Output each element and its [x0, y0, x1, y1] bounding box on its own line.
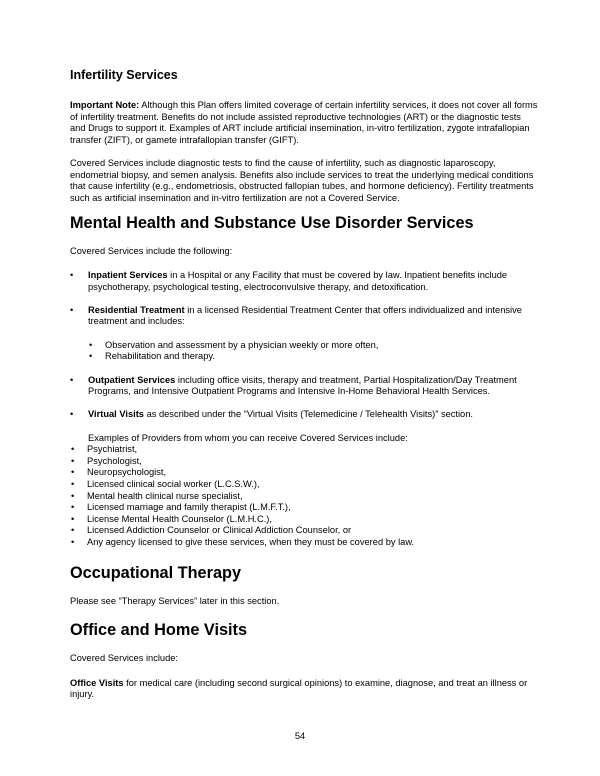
infertility-covered: Covered Services include diagnostic tests to find the cause of infertility, such as diagnostic laparoscopy, endometrial biopsy, and semen analysis. Benefits also include services to treat the underlying medical conditions that cause infertility (e.g., endometriosis, obstructed fallopian tubes, and hormone deficiency). Fertility treatments such as artificial insemination and in-vitro fertilization are not a Covered Service. [70, 157, 534, 203]
list-item: • Observation and assessment by a physician weekly or more often, [88, 340, 538, 352]
residential-label: Residential Treatment [88, 304, 185, 315]
list-item: • Licensed marriage and family therapist (L.M.F.T.), [70, 502, 538, 514]
providers-intro: Examples of Providers from whom you can receive Covered Services include: [88, 432, 408, 443]
list-item-inpatient [70, 270, 538, 293]
mental-health-heading: Mental Health and Substance Use Disorder Services [70, 214, 474, 233]
providers-list [70, 444, 538, 548]
occupational-therapy-text: Please see “Therapy Services” later in this section. [70, 595, 280, 606]
office-home-visits-heading: Office and Home Visits [70, 621, 248, 640]
list-item: • Rehabilitation and therapy. [88, 351, 538, 363]
list-item: • Mental health clinical nurse specialist, [70, 491, 538, 503]
infertility-heading: Infertility Services [70, 68, 178, 82]
outpatient-text: including office visits, therapy and treatment, Partial Hospitalization/Day Treatment Programs, and Intensive Outpatient Programs and Intensive In-Home Behavioral Health Services. [88, 374, 517, 397]
note-label: Important Note: [70, 100, 140, 110]
list-item-residential [70, 305, 538, 363]
outpatient-label: Outpatient Services [88, 374, 176, 385]
occupational-therapy-heading: Occupational Therapy [70, 563, 241, 582]
office-visits-text: for medical care (including second surgical opinions) to examine, diagnose, and treat an illness or injury. [70, 677, 528, 700]
providers-block [88, 433, 538, 549]
list-item: • Any agency licensed to give these services, when they must be covered by law. [70, 537, 538, 549]
virtual-label: Virtual Visits [88, 409, 144, 420]
office-home-intro: Covered Services include: [70, 653, 178, 664]
mental-health-list [70, 270, 538, 549]
list-item: • Psychologist, [70, 456, 538, 468]
residential-text: in a licensed Residential Treatment Center that offers individualized and intensive treatment and includes: [88, 304, 522, 327]
note-text: Although this Plan offers limited coverage of certain infertility services, it does not cover all forms of infertility treatment. Benefits do not include assisted reproductive technologies (ART) or the diagnostic tests and Drugs to support it. Examples of ART include artificial insemination, in-vitro fertilization, zygote intrafallopian transfer (ZIFT), or gamete intrafallopian transfer (GIFT). [70, 100, 538, 145]
document-page [70, 68, 538, 713]
inpatient-label: Inpatient Services [88, 269, 168, 280]
list-item: • Licensed Addiction Counselor or Clinical Addiction Counselor, or [70, 525, 538, 537]
mental-health-intro: Covered Services include the following: [70, 246, 233, 257]
virtual-text: as described under the “Virtual Visits (Telemedicine / Telehealth Visits)” section. [143, 409, 473, 420]
list-item: • Licensed clinical social worker (L.C.S.W.), [70, 479, 538, 491]
list-item: • Neuropsychologist, [70, 467, 538, 479]
list-item-virtual [70, 409, 538, 548]
list-item: • Psychiatrist, [70, 444, 538, 456]
page-number: 54 [294, 731, 306, 741]
inpatient-text: in a Hospital or any Facility that must be covered by law. Inpatient benefits include psychotherapy, psychological testing, electroconvulsive therapy, and detoxification. [88, 269, 508, 292]
residential-sublist [88, 340, 538, 363]
office-visits-label: Office Visits [70, 677, 124, 688]
office-visits-paragraph [70, 678, 538, 701]
list-item-outpatient [70, 375, 538, 398]
infertility-note [70, 100, 538, 146]
list-item: • License Mental Health Counselor (L.M.H.C.), [70, 514, 538, 526]
